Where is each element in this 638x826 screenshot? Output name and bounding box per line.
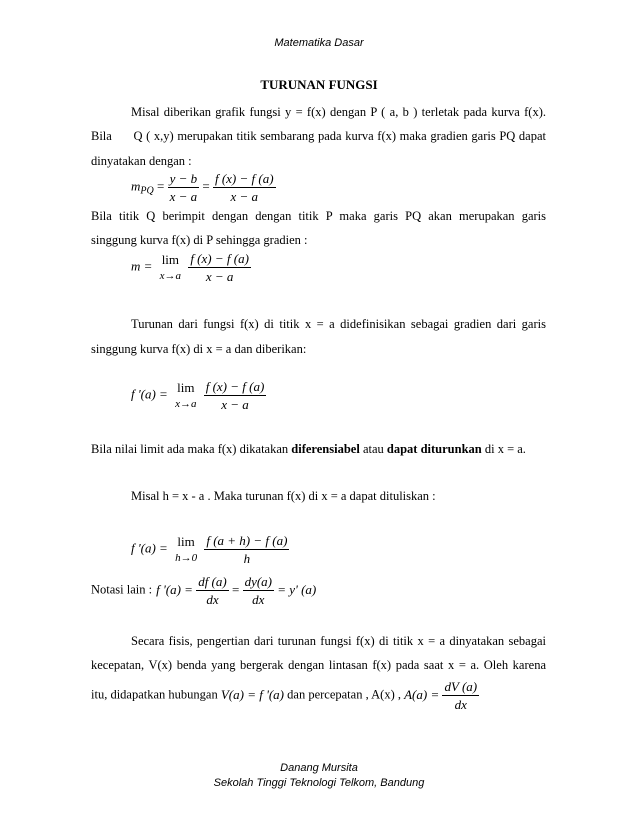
para6-acc-fraction: [442, 678, 479, 713]
notation-equals: =: [231, 582, 240, 598]
eq4-lim-word: lim: [177, 533, 195, 549]
notation-f2-den: dx: [252, 592, 265, 607]
eq4-den: h: [243, 551, 251, 566]
notation-fraction-2: [243, 573, 274, 608]
eq1-lhs-sub: PQ: [140, 185, 154, 197]
notation-fraction-1: [196, 573, 229, 608]
eq4-num: f (a + h) − f (a): [206, 533, 288, 548]
para6-line3-mid: dan percepatan , A(x) ,: [284, 687, 405, 702]
eq1-fraction-2: [213, 170, 276, 205]
notation-f2-num: dy(a): [244, 574, 272, 589]
para6-velocity-eq: V(a) = f '(a): [220, 686, 285, 702]
eq3-den: x − a: [221, 397, 249, 412]
para4-bold-diferensiabel: diferensiabel: [291, 442, 360, 456]
eq2-limit: [160, 252, 181, 284]
eq1-f2-den: x − a: [230, 189, 259, 204]
notation-equation: [156, 574, 317, 607]
para2-line1: Bila titik Q berimpit dengan dengan titik P maka garis PQ akan merupakan garis: [91, 209, 546, 223]
eq1-fraction-1: [168, 170, 200, 205]
equation-gradient-limit: [131, 250, 251, 285]
para4-pre: Bila nilai limit ada maka f(x) dikatakan: [91, 442, 292, 456]
equation-derivative-definition: [131, 378, 266, 413]
para6-acceleration-eq: [404, 679, 479, 712]
para1-line2: Bila Q ( x,y) merupakan titik sembarang pada kurva f(x) maka gradien garis PQ dapat: [91, 129, 546, 143]
eq1-f2-num: f (x) − f (a): [214, 171, 274, 186]
para6-acc-den: dx: [454, 697, 467, 712]
eq2-lim-sub: x→a: [159, 269, 182, 282]
eq3-fraction: [204, 378, 267, 413]
para4-post: di x = a.: [481, 442, 526, 456]
footer-author: Danang Mursita: [280, 762, 358, 774]
notation-f1-den: dx: [206, 592, 219, 607]
para6-line2: kecepatan, V(x) benda yang bergerak dengan lintasan f(x) pada saat x = a. Oleh karena: [91, 658, 546, 672]
para6-acc-lhs: A(a) =: [404, 687, 440, 703]
para4-bold-dapat-diturunkan: dapat diturunkan: [386, 442, 482, 456]
notation-lhs: f '(a) =: [156, 582, 193, 598]
para3-line2: singgung kurva f(x) di x = a dan diberikan:: [91, 342, 307, 356]
para6-line1: Secara fisis, pengertian dari turunan fungsi f(x) di titik x = a dinyatakan sebagai: [131, 634, 546, 648]
eq2-lhs: m =: [131, 258, 153, 274]
running-header: Matematika Dasar: [274, 37, 364, 49]
eq2-fraction: [188, 250, 251, 285]
eq1-equals-1: =: [156, 178, 165, 194]
eq3-num: f (x) − f (a): [205, 379, 265, 394]
eq2-lim-word: lim: [161, 251, 180, 267]
para4-differentiable: [91, 441, 571, 457]
eq4-limit: [175, 534, 197, 566]
para3-line1: Turunan dari fungsi f(x) di titik x = a didefinisikan sebagai gradien dari garis: [131, 317, 546, 331]
para6-line3: [91, 678, 479, 713]
eq1-f1-num: y − b: [169, 171, 198, 186]
footer-institution: Sekolah Tinggi Teknologi Telkom, Bandung: [213, 777, 425, 789]
eq4-lim-sub: h→0: [175, 551, 198, 564]
eq3-lhs: f '(a) =: [131, 386, 168, 402]
para4-mid: atau: [359, 442, 387, 456]
notation-line: [91, 573, 316, 608]
eq4-lhs: f '(a) =: [131, 540, 168, 556]
notation-rhs: = y' (a): [277, 582, 317, 598]
eq4-fraction: [204, 532, 289, 567]
para6-line3-pre: itu, didapatkan hubungan: [91, 687, 221, 702]
para6-acc-num: dV (a): [444, 679, 478, 694]
notation-label: Notasi lain :: [91, 582, 153, 597]
eq3-lim-sub: x→a: [175, 397, 197, 410]
para1-line1: Misal diberikan grafik fungsi y = f(x) dengan P ( a, b ) terletak pada kurva f(x).: [131, 105, 546, 119]
para1-line3: dinyatakan dengan :: [91, 154, 192, 168]
eq2-den: x − a: [205, 269, 234, 284]
equation-gradient-pq: [131, 170, 276, 205]
para2-line2: singgung kurva f(x) di P sehingga gradien :: [91, 233, 308, 247]
eq3-lim-word: lim: [177, 379, 195, 395]
equation-derivative-h: [131, 532, 289, 567]
notation-f1-num: df (a): [198, 574, 227, 589]
eq3-limit: [175, 380, 196, 412]
eq2-num: f (x) − f (a): [190, 251, 249, 266]
eq1-equals-2: =: [202, 178, 210, 194]
para5-substitution: Misal h = x - a . Maka turunan f(x) di x = a dapat dituliskan :: [131, 489, 436, 503]
page-title: TURUNAN FUNGSI: [260, 77, 378, 92]
eq1-lhs: m: [131, 178, 141, 194]
eq1-f1-den: x − a: [169, 189, 198, 204]
